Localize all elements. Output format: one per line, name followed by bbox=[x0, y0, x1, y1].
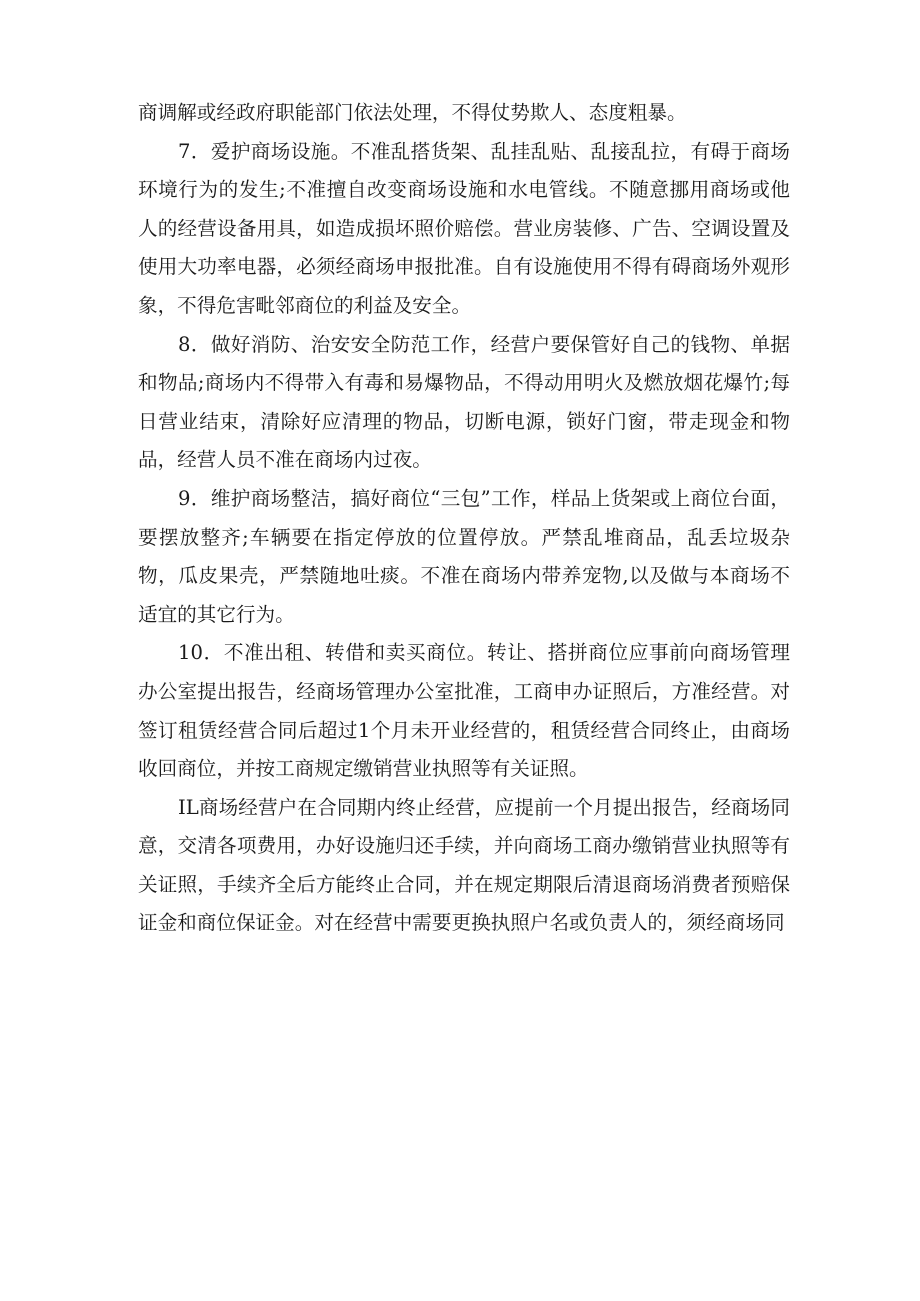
paragraph-item-7: 7．爱护商场设施。不准乱搭货架、乱挂乱贴、乱接乱拉，有碍于商场环境行为的发生;不准擅自改变商场设施和水电管线。不随意挪用商场或他人的经营设备用具，如造成损坏照价赔偿。营业房装修、广告、空调设置及使用大功率电器，必须经商场申报批准。自有设施使用不得有碍商场外观形象，不得危害毗邻商位的利益及安全。 bbox=[138, 139, 790, 317]
paragraph-item-11: IL商场经营户在合同期内终止经营，应提前一个月提出报告，经商场同意，交清各项费用，办好设施归还手续，并向商场工商办缴销营业执照等有关证照，手续齐全后方能终止合同，并在规定期限后清退商场消费者预赔保证金和商位保证金。对在经营中需要更换执照户名或负责人的，须经商场同 bbox=[138, 795, 790, 935]
paragraph-continuation: 商调解或经政府职能部门依法处理，不得仗势欺人、态度粗暴。 bbox=[138, 101, 687, 124]
document-body bbox=[138, 94, 790, 943]
paragraph-item-10: 10．不准出租、转借和卖买商位。转让、搭拼商位应事前向商场管理办公室提出报告，经商场管理办公室批准，工商申办证照后，方准经营。对签订租赁经营合同后超过1个月未开业经营的，租赁经营合同终止，由商场收回商位，并按工商规定缴销营业执照等有关证照。 bbox=[138, 641, 790, 781]
paragraph-item-8: 8．做好消防、治安安全防范工作，经营户要保管好自己的钱物、单据和物品;商场内不得带入有毒和易爆物品，不得动用明火及燃放烟花爆竹;每日营业结束，清除好应清理的物品，切断电源，锁好门窗，带走现金和物品，经营人员不准在商场内过夜。 bbox=[138, 332, 790, 472]
paragraph-item-9: 9．维护商场整洁，搞好商位“三包”工作，样品上货架或上商位台面，要摆放整齐;车辆要在指定停放的位置停放。严禁乱堆商品，乱丢垃圾杂物，瓜皮果壳，严禁随地吐痰。不准在商场内带养宠物,以及做与本商场不适宜的其它行为。 bbox=[138, 486, 790, 626]
